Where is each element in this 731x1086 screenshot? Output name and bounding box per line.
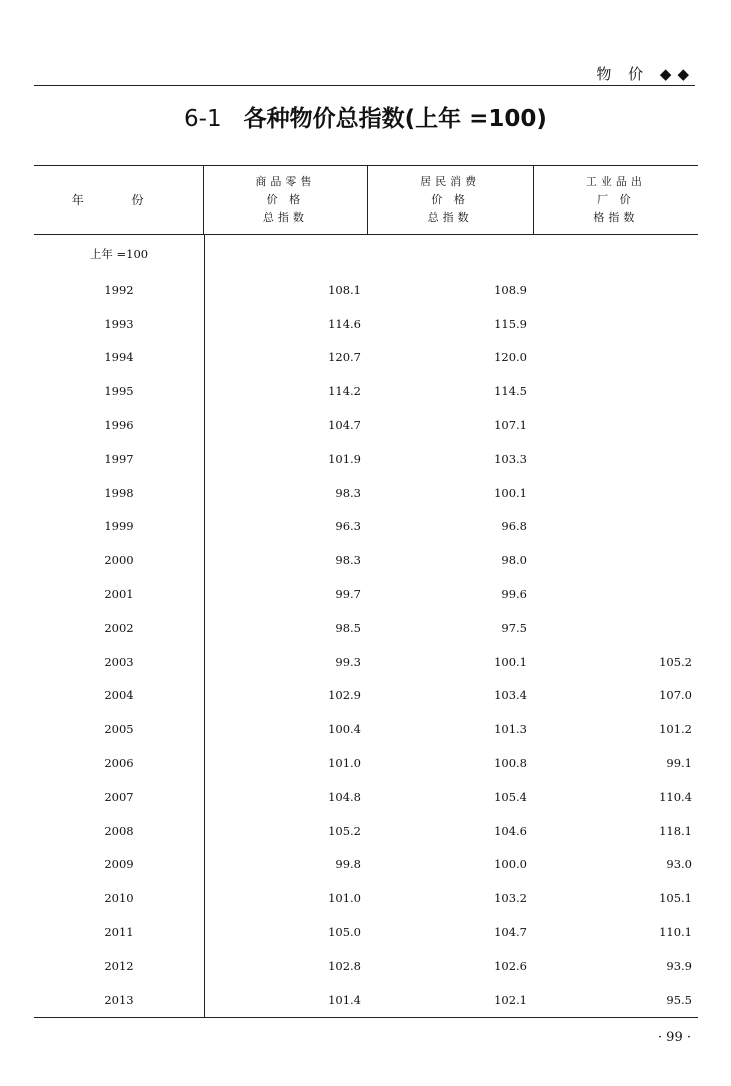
row-industrial-index: 110.1 (659, 925, 692, 940)
row-retail-index: 101.0 (328, 891, 361, 906)
table-row (34, 374, 698, 408)
row-retail-index: 104.8 (328, 789, 361, 804)
row-consumer-index: 114.5 (494, 384, 527, 399)
row-consumer-index: 100.1 (494, 485, 527, 500)
row-consumer-index: 100.0 (494, 857, 527, 872)
row-year: 1992 (104, 282, 134, 297)
unit-note: 上年 =100 (89, 247, 149, 261)
row-consumer-index: 102.6 (494, 958, 527, 973)
row-year: 2007 (104, 789, 134, 804)
row-year: 1993 (104, 316, 134, 331)
row-year: 2009 (104, 857, 134, 872)
table-row (34, 814, 698, 848)
row-industrial-index: 110.4 (659, 789, 692, 804)
row-retail-index: 98.5 (335, 620, 361, 635)
row-year: 2012 (104, 958, 134, 973)
table-row (34, 510, 698, 544)
row-industrial-index: 118.1 (659, 823, 692, 838)
row-retail-index: 114.6 (328, 316, 361, 331)
row-year: 1994 (104, 350, 134, 365)
row-industrial-index: 105.2 (659, 654, 692, 669)
running-head: 物 价 ◆◆ (596, 65, 695, 83)
table-row (34, 848, 698, 882)
row-consumer-index: 99.6 (501, 587, 527, 602)
table-row (34, 780, 698, 814)
page-number: · 99 · (657, 1030, 691, 1045)
table-row (34, 476, 698, 510)
row-consumer-index: 107.1 (494, 418, 527, 433)
row-year: 2008 (104, 823, 134, 838)
table-row (34, 949, 698, 983)
row-retail-index: 100.4 (328, 722, 361, 737)
header-year: 年 份 (71, 193, 166, 207)
row-consumer-index: 104.7 (494, 925, 527, 940)
row-year: 1997 (104, 451, 134, 466)
header-retail-line-2: 价 格 (266, 193, 305, 206)
table-row (34, 442, 698, 476)
row-industrial-index: 101.2 (659, 722, 692, 737)
row-retail-index: 101.4 (328, 992, 361, 1007)
row-consumer-index: 98.0 (501, 553, 527, 568)
header-consumer-line-2: 价 格 (431, 193, 469, 206)
table-row (34, 881, 698, 915)
table-row (34, 645, 698, 679)
column-divider (204, 235, 205, 1017)
header-rule (34, 85, 695, 86)
row-retail-index: 98.3 (335, 485, 361, 500)
row-year: 2001 (104, 587, 134, 602)
table-row (34, 273, 698, 307)
header-industrial-line-3: 格指数 (593, 211, 639, 224)
unit-note-row (34, 235, 698, 273)
row-consumer-index: 103.2 (494, 891, 527, 906)
row-industrial-index: 107.0 (659, 688, 692, 703)
row-retail-index: 99.3 (335, 654, 361, 669)
row-consumer-index: 100.1 (494, 654, 527, 669)
price-index-table (34, 165, 698, 1018)
header-retail-line-3: 总指数 (262, 211, 308, 224)
row-year: 2004 (104, 688, 134, 703)
table-row (34, 408, 698, 442)
row-year: 2010 (104, 891, 134, 906)
row-consumer-index: 103.3 (494, 451, 527, 466)
row-year: 1999 (104, 519, 134, 534)
row-consumer-index: 120.0 (494, 350, 527, 365)
table-number: 6-1 (184, 106, 222, 132)
row-consumer-index: 102.1 (494, 992, 527, 1007)
table-header (34, 166, 698, 235)
row-year: 1996 (104, 418, 134, 433)
header-consumer-line-1: 居民消费 (420, 175, 481, 188)
table-row (34, 543, 698, 577)
table-row (34, 307, 698, 341)
row-year: 2003 (104, 654, 134, 669)
table-row (34, 915, 698, 949)
row-year: 2005 (104, 722, 134, 737)
row-consumer-index: 100.8 (494, 756, 527, 771)
header-industrial (533, 166, 698, 234)
row-industrial-index: 93.0 (666, 857, 692, 872)
table-row (34, 712, 698, 746)
row-industrial-index: 99.1 (666, 756, 692, 771)
row-consumer-index: 104.6 (494, 823, 527, 838)
row-retail-index: 99.7 (335, 587, 361, 602)
header-industrial-line-2: 厂 价 (597, 193, 635, 206)
row-year: 2011 (104, 925, 134, 940)
table-title (0, 100, 731, 133)
row-year: 1995 (104, 384, 134, 399)
table-row (34, 746, 698, 780)
table-title-text: 各种物价总指数(上年 =100) (243, 106, 547, 132)
row-consumer-index: 97.5 (501, 620, 527, 635)
table-row (34, 611, 698, 645)
row-year: 1998 (104, 485, 134, 500)
row-retail-index: 120.7 (328, 350, 361, 365)
row-retail-index: 104.7 (328, 418, 361, 433)
row-consumer-index: 115.9 (494, 316, 527, 331)
row-year: 2000 (104, 553, 134, 568)
row-retail-index: 114.2 (328, 384, 361, 399)
row-consumer-index: 101.3 (494, 722, 527, 737)
row-year: 2002 (104, 620, 134, 635)
row-retail-index: 102.9 (328, 688, 361, 703)
row-consumer-index: 96.8 (501, 519, 527, 534)
row-consumer-index: 103.4 (494, 688, 527, 703)
row-year: 2006 (104, 756, 134, 771)
row-retail-index: 99.8 (335, 857, 361, 872)
table-row (34, 679, 698, 713)
table-body (34, 235, 698, 1017)
table-row (34, 577, 698, 611)
row-retail-index: 101.0 (328, 756, 361, 771)
row-retail-index: 105.0 (328, 925, 361, 940)
row-retail-index: 101.9 (328, 451, 361, 466)
table-row (34, 341, 698, 375)
table-row (34, 983, 698, 1017)
row-retail-index: 105.2 (328, 823, 361, 838)
header-consumer (367, 166, 533, 234)
row-industrial-index: 93.9 (666, 958, 692, 973)
row-consumer-index: 108.9 (494, 282, 527, 297)
row-industrial-index: 105.1 (659, 891, 692, 906)
row-retail-index: 102.8 (328, 958, 361, 973)
header-retail-line-1: 商品零售 (255, 175, 316, 188)
row-consumer-index: 105.4 (494, 789, 527, 804)
row-industrial-index: 95.5 (666, 992, 692, 1007)
header-industrial-line-1: 工业品出 (585, 175, 646, 188)
row-retail-index: 108.1 (328, 282, 361, 297)
row-year: 2013 (104, 992, 134, 1007)
header-consumer-line-3: 总指数 (427, 211, 473, 224)
row-retail-index: 96.3 (335, 519, 361, 534)
row-retail-index: 98.3 (335, 553, 361, 568)
header-retail (203, 166, 366, 234)
